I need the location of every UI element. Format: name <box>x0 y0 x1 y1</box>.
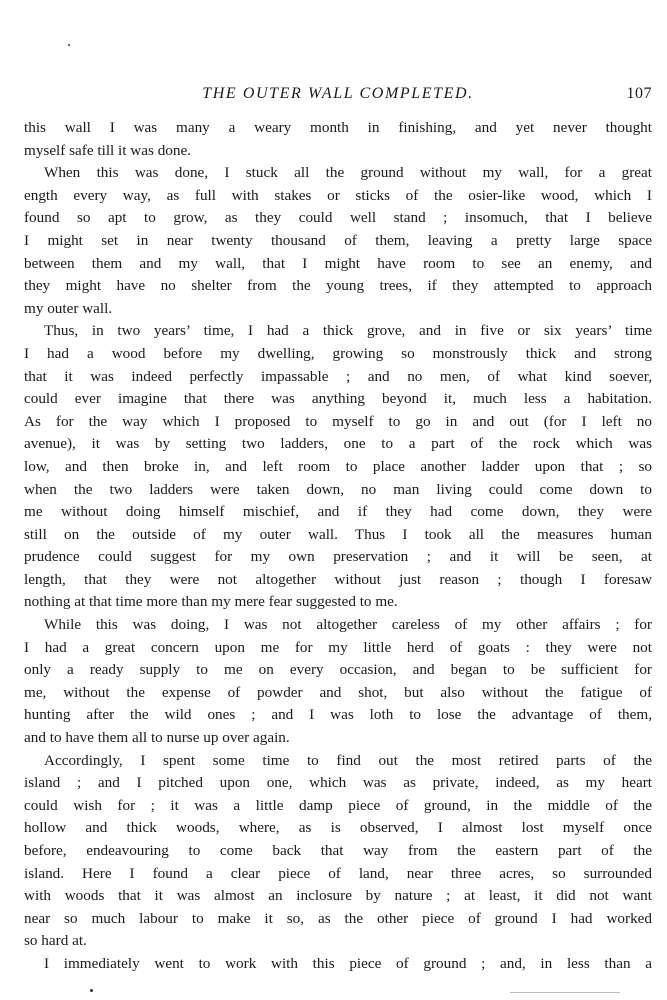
running-head <box>24 83 652 107</box>
text-line: between them and my wall, that I might have room to see an enemy, and <box>24 254 652 272</box>
text-line: length, that they were not altogether without just reason ; though I foresaw <box>24 570 652 588</box>
text-line: ength every way, as full with stakes or sticks of the osier-like wood, which I <box>24 186 652 204</box>
text-line: hollow and thick woods, where, as is observed, I almost lost myself once <box>24 819 652 837</box>
text-line: this wall I was many a weary month in finishing, and yet never thought <box>24 119 652 136</box>
running-title: THE OUTER WALL COMPLETED. <box>202 85 474 102</box>
text-line: island ; and I pitched upon one, which was as private, indeed, as my heart <box>24 774 652 792</box>
text-line: found so apt to grow, as they could well stand ; insomuch, that I believe <box>24 209 652 227</box>
text-line: before, endeavouring to come back that way from the eastern part of the <box>24 842 652 859</box>
text-line: only a ready supply to me on every occasion, and began to be sufficient for <box>24 661 652 679</box>
text-line: near so much labour to make it so, as the other piece of ground I had worked <box>24 909 652 927</box>
body-text <box>24 117 652 976</box>
speck-mark <box>90 989 93 992</box>
text-line: me, without the expense of powder and shot, but also without the fatigue of <box>24 683 652 701</box>
text-line: still on the outside of my outer wall. Thus I took all the measures human <box>24 525 652 543</box>
text-line: could ever imagine that there was anything beyond it, much less a habitation. <box>24 390 652 408</box>
text-line: me without doing himself mischief, and if they had come down, they were <box>24 503 652 521</box>
speck-mark <box>68 44 70 46</box>
bottom-edge-mark <box>510 992 620 993</box>
text-line: While this was doing, I was not altogether careless of my other affairs ; for <box>44 616 652 634</box>
text-line: Accordingly, I spent some time to find out the most retired parts of the <box>44 751 652 769</box>
text-line: myself safe till it was done. <box>24 141 192 159</box>
page-number: 107 <box>626 85 652 102</box>
text-line: hunting after the wild ones ; and I was loth to lose the advantage of them, <box>24 706 652 724</box>
text-line: when the two ladders were taken down, no man living could come down to <box>24 480 652 498</box>
text-line: I had a wood before my dwelling, growing so monstrously thick and strong <box>24 344 652 362</box>
text-line: island. Here I found a clear piece of land, near three acres, so surrounded <box>24 864 652 882</box>
text-line: and to have them all to nurse up over again. <box>24 729 290 747</box>
text-line: Thus, in two years’ time, I had a thick grove, and in five or six years’ time <box>44 322 652 340</box>
text-line: that it was indeed perfectly impassable ; and no men, of what kind soever, <box>24 367 652 385</box>
text-line: prudence could suggest for my own preservation ; and it will be seen, at <box>24 548 652 566</box>
text-line: I had a great concern upon me for my little herd of goats : they were not <box>24 638 652 656</box>
text-line: they might have no shelter from the young trees, if they attempted to approach <box>24 277 652 295</box>
text-line: I might set in near twenty thousand of them, leaving a pretty large space <box>24 231 652 249</box>
text-line: my outer wall. <box>24 299 113 317</box>
text-line: When this was done, I stuck all the ground without my wall, for a great <box>44 164 652 182</box>
text-line: avenue), it was by setting two ladders, one to a part of the rock which was <box>24 435 652 453</box>
text-line: with woods that it was almost an inclosure by nature ; at least, it did not want <box>24 887 652 905</box>
text-line: As for the way which I proposed to myself to go in and out (for I left no <box>24 412 652 430</box>
text-line: could wish for ; it was a little damp piece of ground, in the middle of the <box>24 796 652 814</box>
text-line: so hard at. <box>24 932 87 950</box>
text-line: low, and then broke in, and left room to place another ladder upon that ; so <box>24 457 652 475</box>
text-line: I immediately went to work with this piece of ground ; and, in less than a <box>44 954 652 972</box>
text-line: nothing at that time more than my mere fear suggested to me. <box>24 593 398 611</box>
